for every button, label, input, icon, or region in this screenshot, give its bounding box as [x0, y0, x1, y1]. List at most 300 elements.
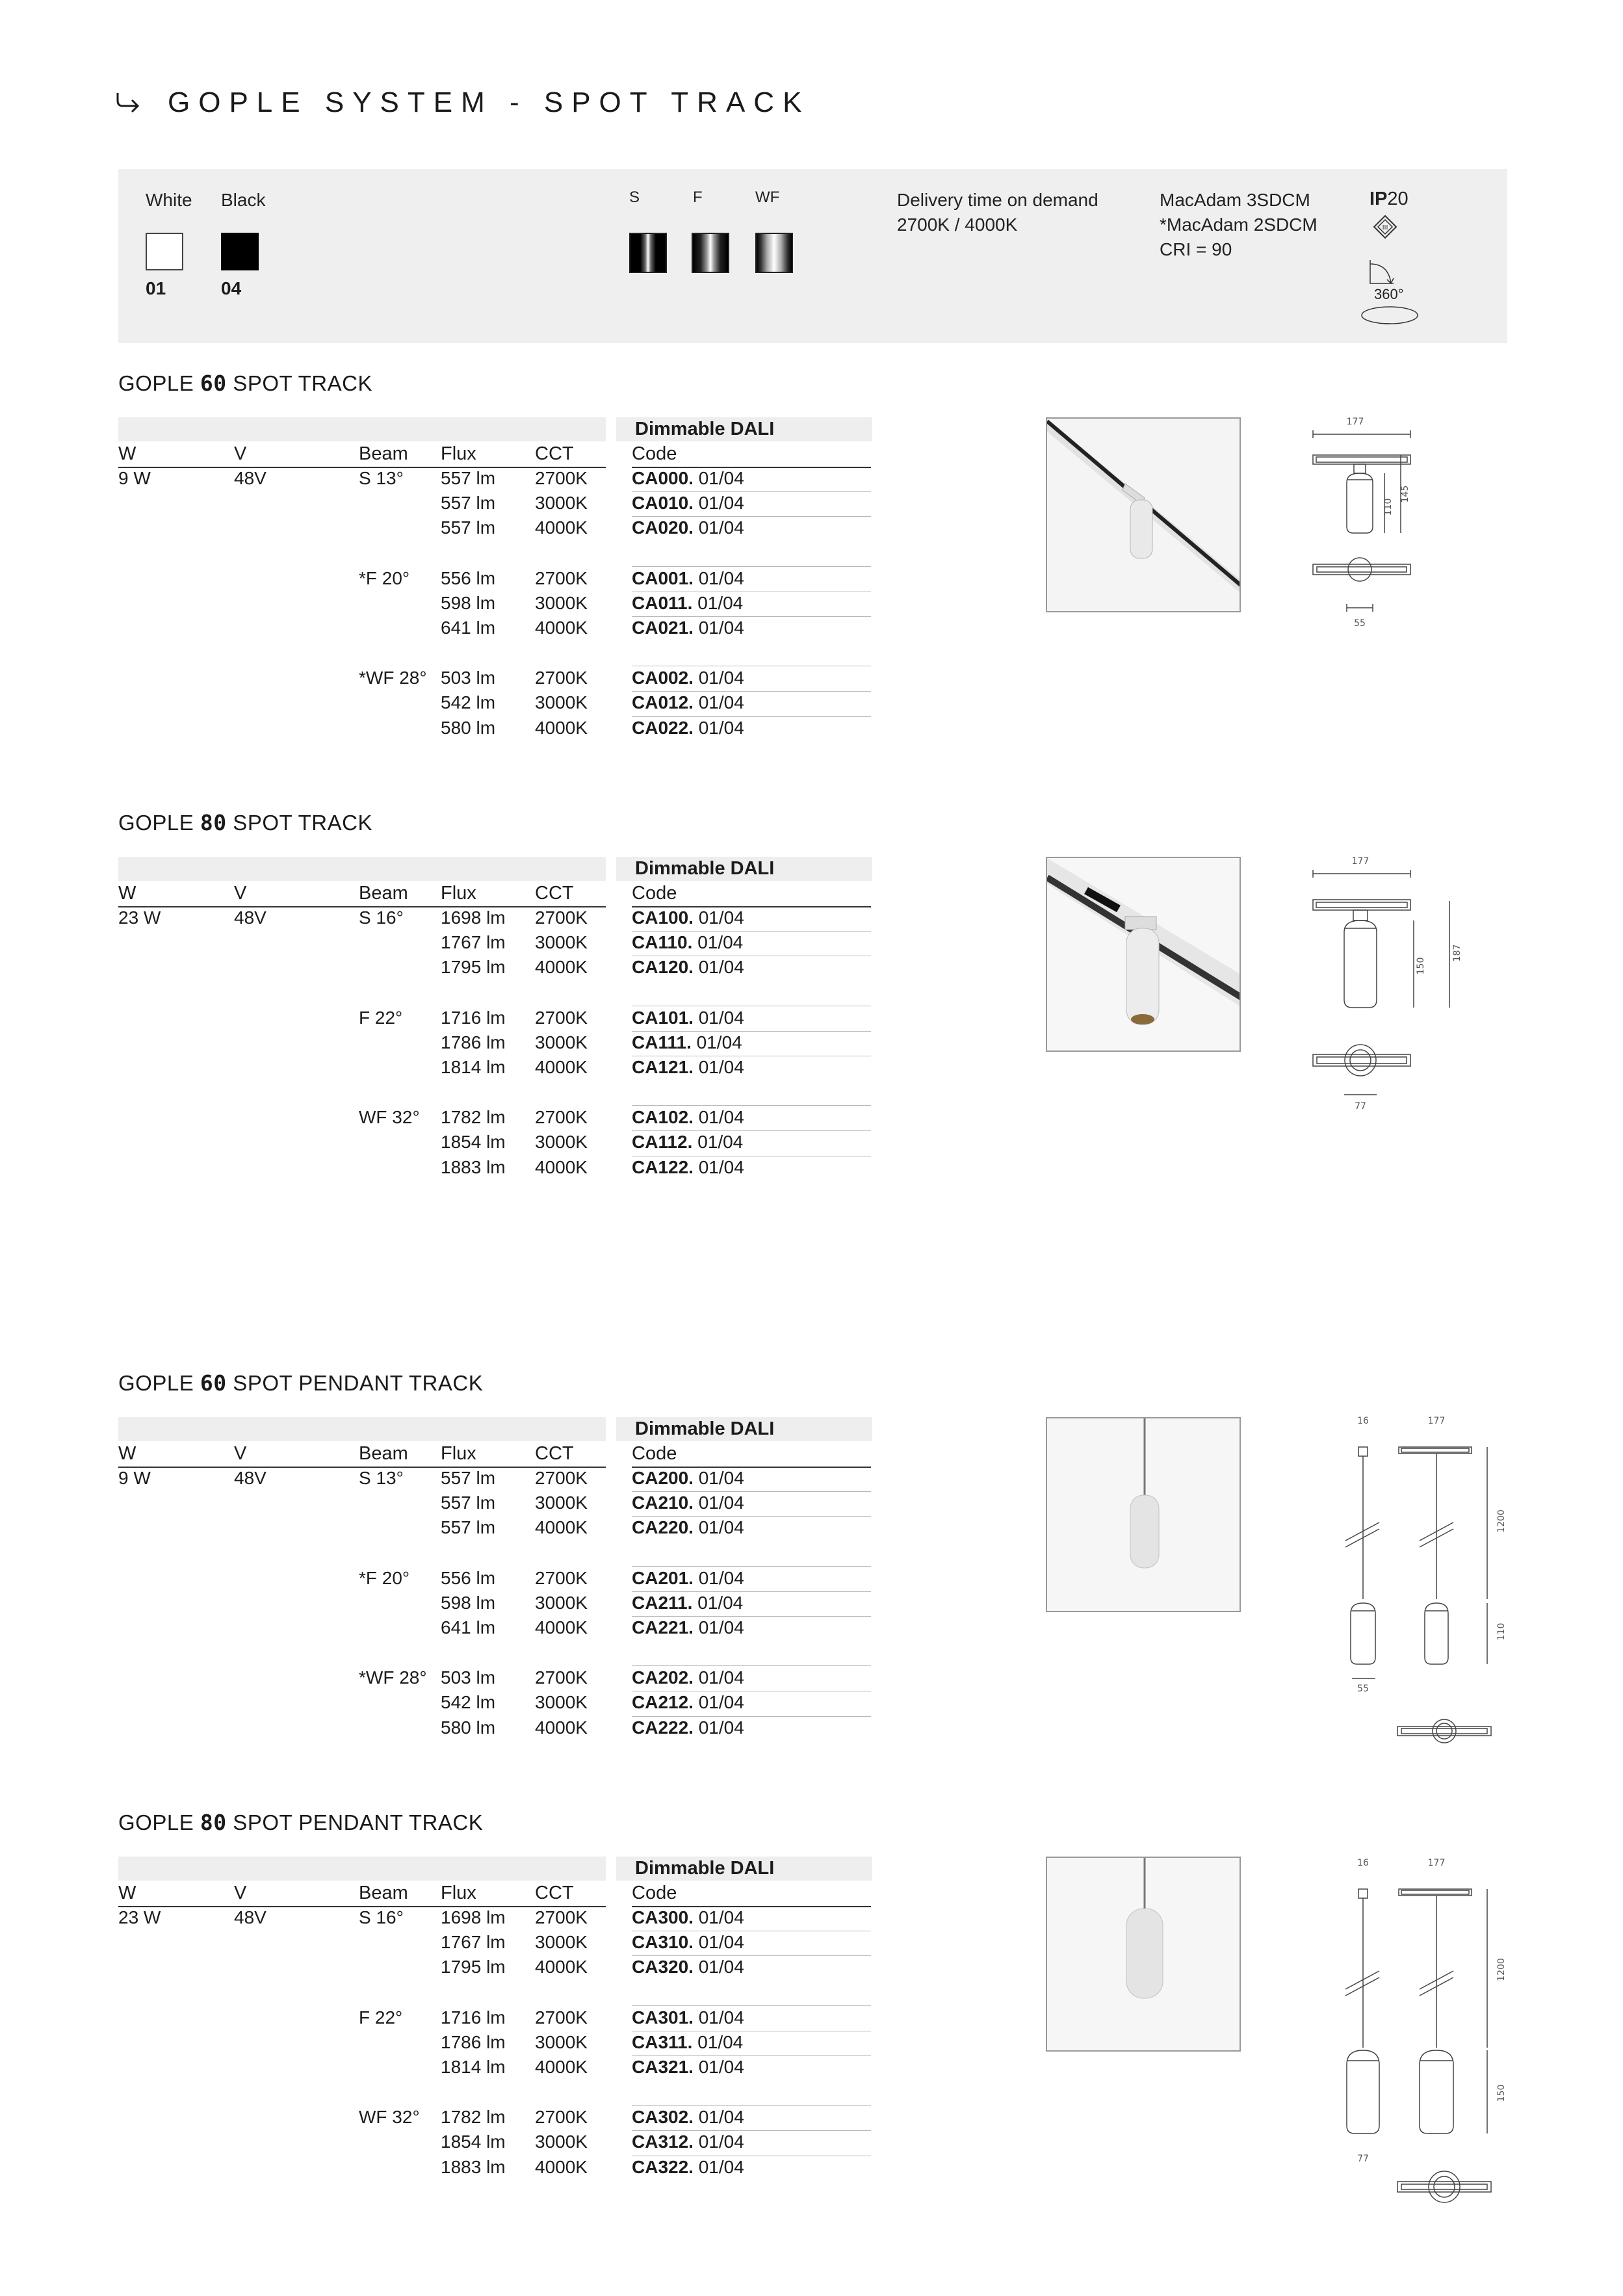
- beam-angle: S 16°: [359, 907, 404, 928]
- product-code[interactable]: [632, 468, 744, 489]
- flux-value: 1854 lm: [441, 1132, 506, 1153]
- product-code[interactable]: [632, 2157, 744, 2178]
- macadam-line-2: *MacAdam 2SDCM: [1160, 215, 1318, 235]
- product-code[interactable]: [632, 1692, 744, 1713]
- col-header-v: V: [234, 1443, 247, 1464]
- code-variant: 01/04: [698, 2007, 744, 2028]
- code-variant: 01/04: [698, 1667, 744, 1688]
- row-divider: [632, 1516, 871, 1517]
- code-variant: 01/04: [698, 907, 744, 928]
- beam-angle: *F 20°: [359, 1567, 410, 1588]
- dim-height: 150: [1416, 957, 1426, 975]
- dim-small: 16: [1357, 1858, 1369, 1868]
- product-code[interactable]: [632, 907, 744, 928]
- flux-value: 1716 lm: [441, 2007, 506, 2028]
- col-header-flux: Flux: [441, 443, 476, 464]
- product-code[interactable]: [632, 2107, 744, 2128]
- code-variant: 01/04: [698, 692, 744, 713]
- product-code[interactable]: [632, 1957, 744, 1977]
- code-base: CA121.: [632, 1057, 694, 1077]
- title-size: 60: [200, 371, 227, 396]
- code-base: CA310.: [632, 1932, 694, 1953]
- code-variant: 01/04: [698, 1468, 744, 1488]
- product-code[interactable]: [632, 1132, 743, 1153]
- code-variant: 01/04: [698, 2132, 744, 2152]
- product-code[interactable]: [632, 1617, 744, 1638]
- code-base: CA212.: [632, 1692, 694, 1713]
- flux-value: 1814 lm: [441, 1057, 506, 1077]
- group-divider: [632, 1566, 871, 1567]
- rotation-value: 360°: [1374, 286, 1404, 302]
- dim-width: 177: [1346, 417, 1364, 427]
- code-base: CA220.: [632, 1517, 694, 1538]
- flood-beam-icon: [692, 233, 729, 273]
- title-suffix: SPOT TRACK: [226, 371, 372, 395]
- product-code[interactable]: [632, 1717, 744, 1738]
- code-variant: 01/04: [698, 1107, 744, 1128]
- col-header-cct: CCT: [535, 1883, 574, 1903]
- ip-rating: IP20: [1370, 189, 1409, 209]
- beam-angle: *WF 28°: [359, 1667, 427, 1688]
- dali-header: Dimmable DALI: [635, 858, 775, 879]
- code-variant: 01/04: [697, 592, 744, 613]
- code-base: CA112.: [632, 1132, 693, 1153]
- dali-bar-gap: [606, 1857, 616, 1881]
- cct-value: 3000K: [535, 493, 588, 514]
- cct-value: 4000K: [535, 517, 588, 538]
- cct-value: 2700K: [535, 2007, 588, 2028]
- beam-angle: F 22°: [359, 2007, 403, 2028]
- cri-value: CRI = 90: [1160, 239, 1232, 259]
- cct-value: 2700K: [535, 1667, 588, 1688]
- code-variant: 01/04: [698, 2107, 744, 2128]
- cct-value: 2700K: [535, 668, 588, 688]
- flux-value: 542 lm: [441, 1692, 496, 1713]
- section-title: [118, 1370, 483, 1396]
- cct-value: 4000K: [535, 618, 588, 638]
- cct-value: 2700K: [535, 2107, 588, 2128]
- dim-width: 177: [1427, 1858, 1446, 1868]
- cct-value: 2700K: [535, 1107, 588, 1128]
- code-base: CA200.: [632, 1468, 694, 1488]
- flux-value: 1782 lm: [441, 2107, 506, 2128]
- delivery-line-2: 2700K / 4000K: [897, 215, 1018, 235]
- beam-angle: *F 20°: [359, 567, 410, 588]
- code-variant: 01/04: [698, 1692, 744, 1713]
- group-divider: [632, 566, 871, 567]
- code-base: CA312.: [632, 2132, 694, 2152]
- class-iii-icon: [1373, 215, 1397, 239]
- flux-value: 557 lm: [441, 468, 496, 488]
- flux-value: 1883 lm: [441, 2156, 506, 2177]
- code-base: CA302.: [632, 2107, 694, 2128]
- dim-diameter: 77: [1355, 1101, 1366, 1112]
- product-code[interactable]: [632, 718, 744, 738]
- dim-cable: 1200: [1496, 1958, 1507, 1981]
- wattage: 23 W: [118, 907, 161, 928]
- code-variant: 01/04: [696, 1032, 742, 1052]
- beam-angle: F 22°: [359, 1007, 403, 1028]
- code-base: CA010.: [632, 493, 694, 514]
- title-suffix: SPOT TRACK: [226, 811, 372, 835]
- flux-value: 1814 lm: [441, 2057, 506, 2077]
- cct-value: 3000K: [535, 1493, 588, 1513]
- code-variant: 01/04: [698, 2057, 744, 2077]
- cct-value: 2700K: [535, 1468, 588, 1488]
- dim-cable: 1200: [1496, 1509, 1507, 1533]
- dali-bar-gap: [606, 857, 616, 881]
- cct-value: 4000K: [535, 717, 588, 738]
- col-header-w: W: [118, 883, 136, 904]
- wide-flood-beam-icon: [755, 233, 793, 273]
- flux-value: 1716 lm: [441, 1007, 506, 1028]
- code-base: CA001.: [632, 567, 694, 588]
- color-code-white: 01: [146, 278, 166, 298]
- beam-angle: S 13°: [359, 468, 404, 488]
- row-divider: [632, 2130, 871, 2131]
- row-divider: [632, 1031, 871, 1032]
- cct-value: 3000K: [535, 1592, 588, 1613]
- col-header-cct: CCT: [535, 443, 574, 464]
- product-code[interactable]: [632, 1157, 744, 1178]
- voltage: 48V: [234, 1468, 266, 1488]
- dim-diameter: 55: [1357, 1684, 1369, 1694]
- code-variant: 01/04: [697, 2031, 744, 2052]
- flux-value: 557 lm: [441, 1517, 496, 1538]
- black-swatch[interactable]: [221, 233, 259, 270]
- flux-value: 556 lm: [441, 1567, 496, 1588]
- code-base: CA301.: [632, 2007, 694, 2028]
- product-code[interactable]: [632, 2057, 744, 2078]
- product-code[interactable]: [632, 1107, 744, 1128]
- code-variant: 01/04: [698, 493, 744, 514]
- cct-value: 4000K: [535, 1717, 588, 1738]
- code-variant: 01/04: [697, 932, 744, 953]
- col-header-beam: Beam: [359, 883, 408, 904]
- cct-value: 4000K: [535, 2156, 588, 2177]
- drawing-gople-80-track: [1293, 849, 1488, 1122]
- section-title: [118, 810, 372, 835]
- voltage: 48V: [234, 468, 266, 488]
- group-divider: [632, 2005, 871, 2006]
- cct-value: 3000K: [535, 2031, 588, 2052]
- flux-value: 598 lm: [441, 592, 496, 613]
- code-base: CA011.: [632, 592, 693, 613]
- flux-value: 503 lm: [441, 1667, 496, 1688]
- product-code[interactable]: [632, 593, 743, 614]
- code-base: CA111.: [632, 1032, 692, 1052]
- row-divider: [632, 516, 871, 517]
- product-code[interactable]: [632, 2032, 743, 2053]
- col-header-flux: Flux: [441, 883, 476, 904]
- dali-header: Dimmable DALI: [635, 1418, 775, 1439]
- group-divider: [632, 1665, 871, 1666]
- product-code[interactable]: [632, 568, 744, 589]
- code-variant: 01/04: [698, 957, 744, 978]
- group-divider: [632, 2105, 871, 2106]
- dali-header: Dimmable DALI: [635, 1858, 775, 1879]
- code-variant: 01/04: [698, 1932, 744, 1953]
- cct-value: 2700K: [535, 567, 588, 588]
- flux-value: 641 lm: [441, 1617, 496, 1637]
- code-base: CA022.: [632, 717, 694, 738]
- voltage: 48V: [234, 1907, 266, 1927]
- rotation-icon: [1360, 304, 1420, 326]
- row-divider: [632, 931, 871, 932]
- color-label-black: Black: [221, 190, 266, 210]
- code-variant: 01/04: [697, 1592, 744, 1613]
- code-base: CA020.: [632, 517, 694, 538]
- beam-angle: WF 32°: [359, 2107, 420, 2128]
- code-variant: 01/04: [698, 717, 744, 738]
- col-header-beam: Beam: [359, 443, 408, 464]
- col-header-v: V: [234, 443, 247, 464]
- beam-angle: *WF 28°: [359, 668, 427, 688]
- code-variant: 01/04: [697, 1132, 744, 1153]
- row-divider: [632, 1491, 871, 1492]
- code-variant: 01/04: [698, 567, 744, 588]
- flux-value: 1767 lm: [441, 932, 506, 953]
- flux-value: 557 lm: [441, 1493, 496, 1513]
- cct-value: 4000K: [535, 1156, 588, 1177]
- code-variant: 01/04: [698, 1717, 744, 1738]
- col-header-code: Code: [632, 1443, 677, 1464]
- dim-width: 177: [1427, 1416, 1446, 1426]
- wattage: 9 W: [118, 1468, 151, 1488]
- cct-value: 2700K: [535, 1007, 588, 1028]
- product-photo-gople-80-pendant: [1046, 1857, 1241, 2052]
- product-code[interactable]: [632, 932, 743, 953]
- flux-value: 1795 lm: [441, 1957, 506, 1977]
- flux-value: 1795 lm: [441, 957, 506, 978]
- code-base: CA211.: [632, 1592, 693, 1613]
- code-variant: 01/04: [698, 1156, 744, 1177]
- product-code[interactable]: [632, 2007, 744, 2028]
- voltage: 48V: [234, 907, 266, 928]
- code-base: CA122.: [632, 1156, 694, 1177]
- flux-value: 580 lm: [441, 1717, 496, 1738]
- code-base: CA000.: [632, 468, 694, 488]
- product-photo-gople-60-track: [1046, 417, 1241, 612]
- tilt-angle-icon: [1366, 257, 1405, 286]
- product-code[interactable]: [632, 1667, 744, 1688]
- title-suffix: SPOT PENDANT TRACK: [226, 1810, 484, 1834]
- flux-value: 1767 lm: [441, 1932, 506, 1953]
- flux-value: 1698 lm: [441, 907, 506, 928]
- col-header-beam: Beam: [359, 1443, 408, 1464]
- flux-value: 542 lm: [441, 692, 496, 713]
- col-header-w: W: [118, 1443, 136, 1464]
- cct-value: 3000K: [535, 1932, 588, 1953]
- product-code[interactable]: [632, 1517, 744, 1538]
- code-base: CA021.: [632, 618, 694, 638]
- product-photo-gople-80-track: [1046, 857, 1241, 1052]
- row-divider: [632, 1616, 871, 1617]
- code-base: CA100.: [632, 907, 694, 928]
- flux-value: 1883 lm: [441, 1156, 506, 1177]
- dim-height: 110: [1496, 1623, 1507, 1641]
- cct-value: 4000K: [535, 2057, 588, 2077]
- cct-value: 3000K: [535, 1692, 588, 1713]
- code-base: CA320.: [632, 1957, 694, 1977]
- code-variant: 01/04: [698, 1007, 744, 1028]
- title-size: 80: [200, 1810, 227, 1835]
- code-base: CA210.: [632, 1493, 694, 1513]
- code-base: CA012.: [632, 692, 694, 713]
- flux-value: 557 lm: [441, 493, 496, 514]
- code-base: CA311.: [632, 2031, 693, 2052]
- row-divider: [632, 1591, 871, 1592]
- col-header-v: V: [234, 1883, 247, 1903]
- col-header-cct: CCT: [535, 883, 574, 904]
- cct-value: 3000K: [535, 1032, 588, 1052]
- cct-value: 2700K: [535, 907, 588, 928]
- product-code[interactable]: [632, 517, 744, 538]
- col-header-cct: CCT: [535, 1443, 574, 1464]
- beam-angle: S 16°: [359, 1907, 404, 1927]
- product-code[interactable]: [632, 668, 744, 688]
- col-header-flux: Flux: [441, 1443, 476, 1464]
- code-variant: 01/04: [698, 1517, 744, 1538]
- beam-label-wf: WF: [755, 189, 780, 206]
- dim-total: 187: [1452, 944, 1462, 962]
- dim-height: 150: [1496, 2084, 1507, 2102]
- section-title: [118, 371, 372, 396]
- code-base: CA201.: [632, 1567, 694, 1588]
- cct-value: 4000K: [535, 1517, 588, 1538]
- product-code[interactable]: [632, 1907, 744, 1928]
- code-variant: 01/04: [698, 668, 744, 688]
- cct-value: 3000K: [535, 2132, 588, 2152]
- code-base: CA120.: [632, 957, 694, 978]
- product-code[interactable]: [632, 957, 744, 978]
- row-divider: [632, 716, 871, 717]
- svg-text:III: III: [1382, 224, 1388, 231]
- row-divider: [632, 2055, 871, 2056]
- title-prefix: GOPLE: [118, 811, 200, 835]
- cct-value: 3000K: [535, 932, 588, 953]
- drawing-gople-80-pendant: [1319, 1853, 1534, 2210]
- col-header-code: Code: [632, 883, 677, 904]
- code-base: CA101.: [632, 1007, 694, 1028]
- product-info-panel: [118, 169, 1507, 343]
- code-base: CA321.: [632, 2057, 694, 2077]
- product-code[interactable]: [632, 493, 744, 514]
- col-header-code: Code: [632, 443, 677, 464]
- col-header-flux: Flux: [441, 1883, 476, 1903]
- group-divider: [632, 1105, 871, 1106]
- code-base: CA002.: [632, 668, 694, 688]
- flux-value: 557 lm: [441, 1468, 496, 1488]
- title-size: 80: [200, 810, 227, 835]
- flux-value: 598 lm: [441, 1592, 496, 1613]
- flux-value: 1698 lm: [441, 1907, 506, 1927]
- row-divider: [632, 616, 871, 617]
- cct-value: 2700K: [535, 1567, 588, 1588]
- product-code[interactable]: [632, 1932, 744, 1953]
- dali-bar-gap: [606, 417, 616, 441]
- dim-total: 145: [1400, 485, 1410, 503]
- dim-small: 16: [1357, 1416, 1369, 1426]
- product-code[interactable]: [632, 1032, 742, 1053]
- dim-height: 110: [1383, 498, 1394, 516]
- product-code[interactable]: [632, 618, 744, 638]
- dali-header: Dimmable DALI: [635, 419, 775, 439]
- drawing-gople-60-track: [1293, 410, 1488, 631]
- color-code-black: 04: [221, 278, 242, 298]
- flux-value: 1786 lm: [441, 1032, 506, 1052]
- wattage: 23 W: [118, 1907, 161, 1927]
- code-base: CA222.: [632, 1717, 694, 1738]
- delivery-line-1: Delivery time on demand: [897, 190, 1098, 210]
- title-prefix: GOPLE: [118, 1810, 200, 1834]
- title-size: 60: [200, 1370, 227, 1396]
- col-header-w: W: [118, 443, 136, 464]
- code-variant: 01/04: [698, 618, 744, 638]
- code-variant: 01/04: [698, 1907, 744, 1927]
- white-swatch[interactable]: [146, 233, 183, 270]
- product-code[interactable]: [632, 1008, 744, 1028]
- row-divider: [632, 1716, 871, 1717]
- code-base: CA300.: [632, 1907, 694, 1927]
- product-code[interactable]: [632, 1493, 744, 1513]
- product-code[interactable]: [632, 1593, 743, 1613]
- product-code[interactable]: [632, 1057, 744, 1078]
- code-variant: 01/04: [698, 2156, 744, 2177]
- row-divider: [632, 1955, 871, 1956]
- product-code[interactable]: [632, 1468, 744, 1489]
- code-variant: 01/04: [698, 1617, 744, 1637]
- row-divider: [632, 491, 871, 492]
- wattage: 9 W: [118, 468, 151, 488]
- title-prefix: GOPLE: [118, 371, 200, 395]
- color-label-white: White: [146, 190, 192, 210]
- flux-value: 641 lm: [441, 618, 496, 638]
- product-code[interactable]: [632, 2132, 744, 2152]
- code-variant: 01/04: [698, 1057, 744, 1077]
- row-divider: [632, 1130, 871, 1131]
- cct-value: 2700K: [535, 468, 588, 488]
- product-photo-gople-60-pendant: [1046, 1417, 1241, 1612]
- code-base: CA202.: [632, 1667, 694, 1688]
- cct-value: 3000K: [535, 692, 588, 713]
- section-gople-60-spot-pendant-track: [118, 1370, 1507, 1760]
- col-header-code: Code: [632, 1883, 677, 1903]
- row-divider: [632, 691, 871, 692]
- code-base: CA102.: [632, 1107, 694, 1128]
- code-variant: 01/04: [698, 517, 744, 538]
- beam-label-s: S: [629, 189, 640, 206]
- cct-value: 4000K: [535, 957, 588, 978]
- return-arrow-icon: [114, 90, 141, 112]
- flux-value: 503 lm: [441, 668, 496, 688]
- macadam-line-1: MacAdam 3SDCM: [1160, 190, 1310, 210]
- flux-value: 557 lm: [441, 517, 496, 538]
- code-variant: 01/04: [698, 468, 744, 488]
- product-code[interactable]: [632, 1568, 744, 1589]
- code-variant: 01/04: [698, 1493, 744, 1513]
- cct-value: 2700K: [535, 1907, 588, 1927]
- code-base: CA221.: [632, 1617, 694, 1637]
- beam-label-f: F: [693, 189, 703, 206]
- product-code[interactable]: [632, 692, 744, 713]
- title-suffix: SPOT PENDANT TRACK: [226, 1371, 484, 1395]
- dim-width: 177: [1351, 856, 1370, 867]
- flux-value: 580 lm: [441, 717, 496, 738]
- drawing-gople-60-pendant: [1319, 1411, 1534, 1762]
- code-variant: 01/04: [698, 1957, 744, 1977]
- flux-value: 1854 lm: [441, 2132, 506, 2152]
